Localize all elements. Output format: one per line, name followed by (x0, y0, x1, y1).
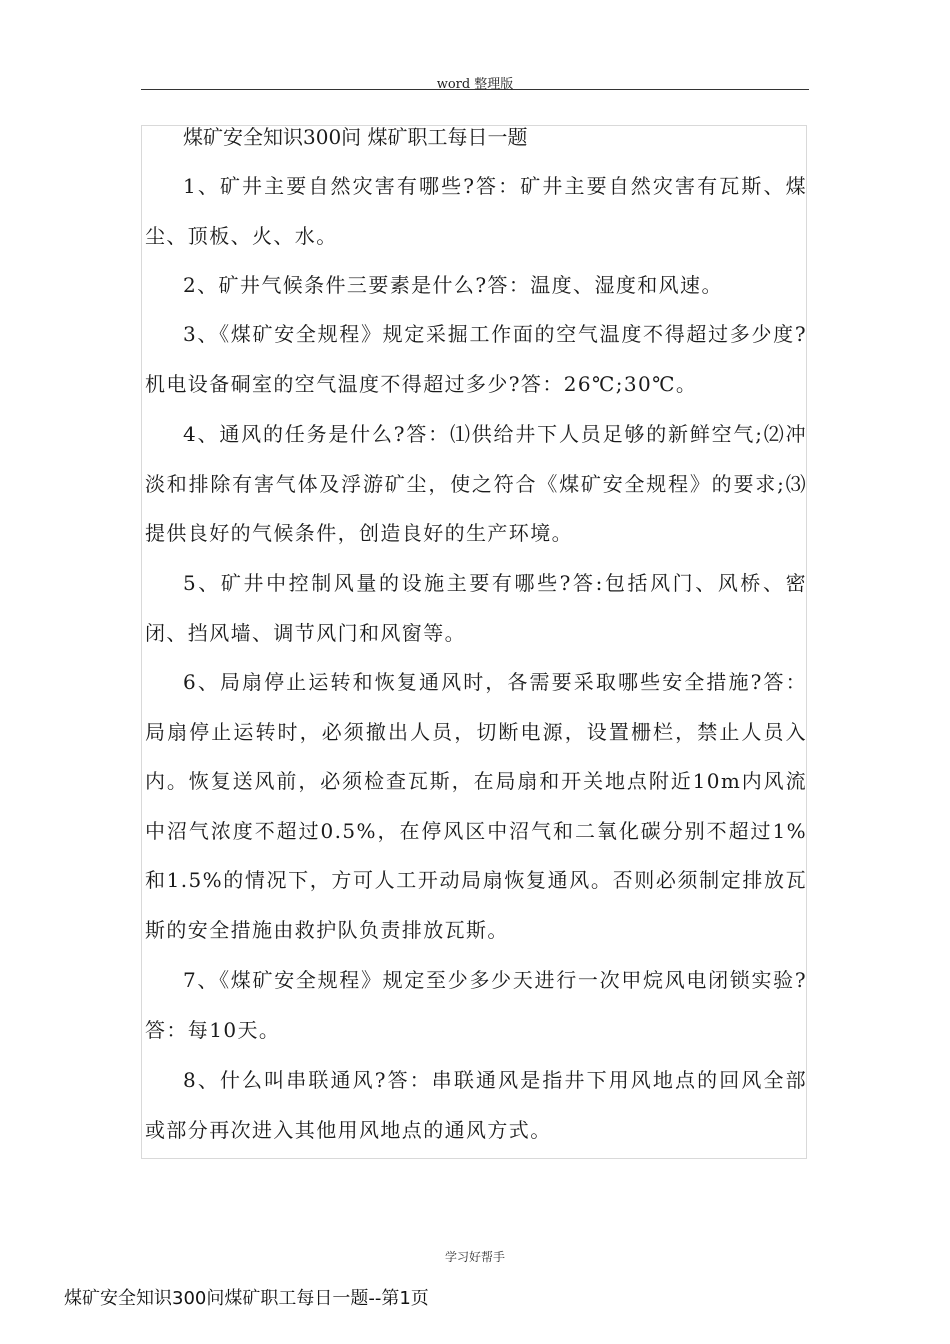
page-caption: 煤矿安全知识300问煤矿职工每日一题--第1页 (64, 1288, 429, 1309)
page-header: word 整理版 (436, 77, 514, 92)
question-3: 3、《煤矿安全规程》规定采掘工作面的空气温度不得超过多少度?机电设备硐室的空气温度不得超过多少?答：26℃;30℃。 (145, 322, 807, 396)
question-4: 4、通风的任务是什么?答：⑴供给井下人员足够的新鲜空气;⑵冲淡和排除有害气体及浮游矿尘，使之符合《煤矿安全规程》的要求;⑶提供良好的气候条件，创造良好的生产环境。 (145, 422, 807, 546)
question-5: 5、矿井中控制风量的设施主要有哪些?答:包括风门、风桥、密闭、挡风墙、调节风门和风窗等。 (145, 571, 807, 645)
page-footer: 学习好帮手 (444, 1250, 505, 1264)
document-title: 煤矿安全知识300问 煤矿职工每日一题 (183, 125, 528, 149)
question-2: 2、矿井气候条件三要素是什么?答：温度、湿度和风速。 (183, 273, 723, 297)
question-6: 6、局扇停止运转和恢复通风时，各需要采取哪些安全措施?答：局扇停止运转时，必须撤出人员，切断电源，设置栅栏，禁止人员入内。恢复送风前，必须检查瓦斯，在局扇和开关地点附近10m内风流中沼气浓度不超过0.5%，在停风区中沼气和二氧化碳分别不超过1%和1.5%的情况下，方可人工开动局扇恢复通风。否则必须制定排放瓦斯的安全措施由救护队负责排放瓦斯。 (145, 670, 807, 942)
question-1: 1、矿井主要自然灾害有哪些?答：矿井主要自然灾害有瓦斯、煤尘、顶板、火、水。 (145, 174, 807, 248)
header-divider (141, 89, 809, 90)
question-7: 7、《煤矿安全规程》规定至少多少天进行一次甲烷风电闭锁实验?答：每10天。 (145, 968, 807, 1042)
question-8: 8、什么叫串联通风?答：串联通风是指井下用风地点的回风全部或部分再次进入其他用风地点的通风方式。 (145, 1068, 807, 1142)
